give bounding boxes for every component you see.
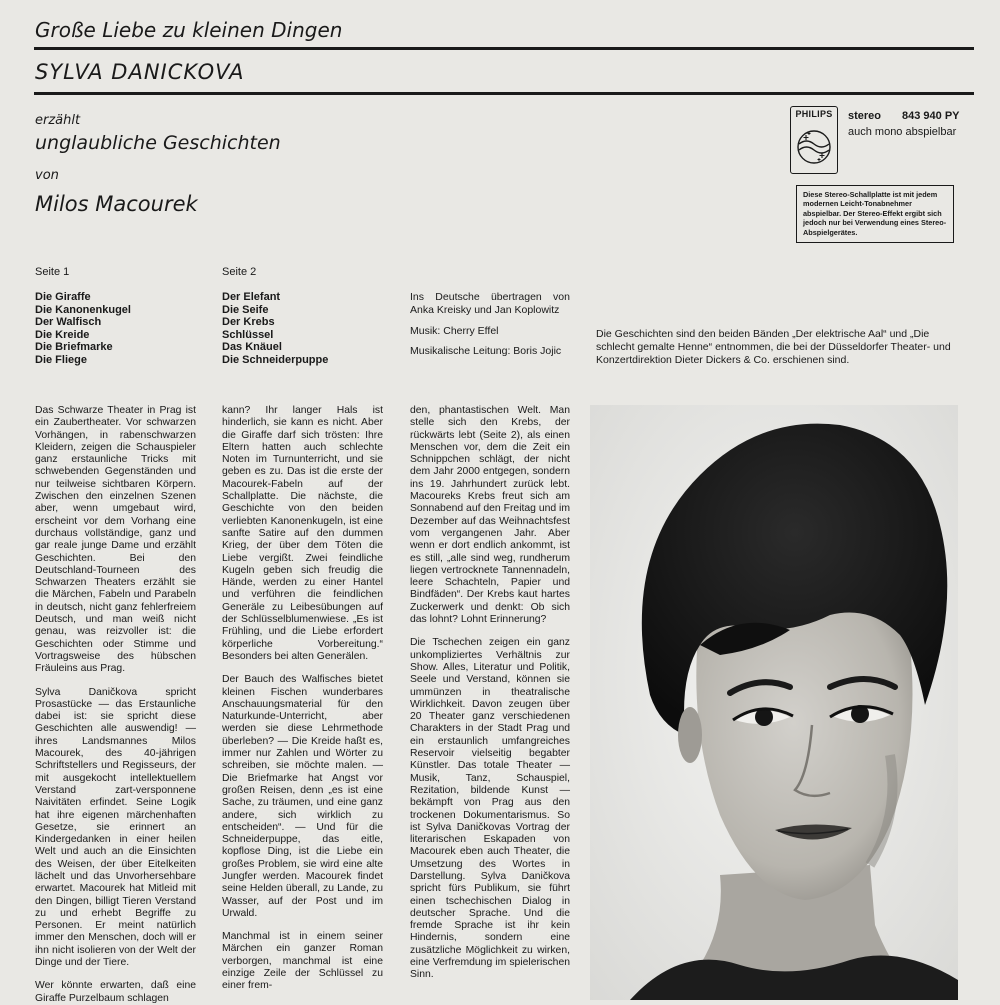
top-rule	[34, 47, 974, 50]
side-1-label: Seite 1	[35, 266, 70, 278]
music-credit: Musik: Cherry Effel	[410, 324, 499, 337]
philips-logo	[790, 106, 838, 174]
side-2-label: Seite 2	[222, 266, 257, 278]
author-name: Milos Macourek	[35, 192, 198, 216]
erzaehlt-label: erzählt	[35, 113, 81, 128]
liner-paragraph: den, phantastischen Welt. Man stelle sich den Krebs, der rückwärts lebt (Seite 2), als einen Menschen vor, dem die Zeit ein Schnippchen schlägt, der nicht dem Jahr 2000 entgegen, sondern ins 19. Jahrhundert zurück lebt. Macoureks Krebs freut sich am Sonnabend auf den Freitag und im Dezember auf das Weihnachtsfest vom vergangenen Jahr. Aber wenn er dort endlich ankommt, ist es still, „alle sind weg, rundherum liegen vertrocknete Tannennadeln, leere Schachteln, Papier und Bindfäden“. Der Krebs kaut hartes Zuckerwerk und denkt: Ob sich das lohnt? Lohnt Erinnerung?	[410, 405, 571, 626]
liner-notes-column-2	[222, 405, 383, 993]
track-item: Das Knäuel	[222, 341, 282, 354]
artist-name: SYLVA DANICKOVA	[35, 60, 245, 84]
philips-logo-text: PHILIPS	[795, 109, 833, 119]
track-item: Die Schneiderpuppe	[222, 353, 329, 366]
liner-paragraph: Sylva Daničkova spricht Prosastücke — das Erstaunliche dabei ist: sie spricht diese Geschichten alle auswendig! — ihres Landsmannes Milos Macourek, des 40-jährigen Schriftstellers und Regisseurs, der mit ausgekocht intellektuellem Verstand zart-versponnene Naivitäten erfindet. Seine Logik hat ihre eigenen märchenhaften Gesetze, sie erinnert an Kindergedanken in einer heilen Welt und auch an die Einsichten des Weisen, der über Eitelkeiten lächelt und das Unvorhersehbare erwartet. Macourek hat Mitleid mit den Dingen, billigt Tieren Verstand zu und erhebt Begriffe zu Personen. Er meint natürlich immer den Menschen, doch will er ihn nicht isolieren von der Welt der Dinge und der Tiere.	[35, 686, 196, 969]
liner-paragraph: Die Tschechen zeigen ein ganz unkompliziertes Verhältnis zur Show. Alles, Literatur und Politik, Seele und Verstand, können sie ummünzen in theatralische Wirklichkeit. Davon zeugen über 20 Theater ganz verschiedenen Charakters in der Stadt Prag und ein erstaunlich umfangreiches Reservoir vielseitig begabter Künstler. Das totale Theater — Musik, Tanz, Schauspiel, Rezitation, bildende Kunst — bekämpft von Prag aus den trockenen Dokumentarismus. So ist Sylva Daničkovas Vortrag der literarischen Eskapaden von Macourek eben auch Theater, die Umsetzung des Wortes in Darstellung. Sylva Daničkova spricht fürs Publikum, sie führt einen tschechischen Dialog in deutscher Sprache. Und die fremde Sprache ist ihr kein Hindernis, sondern eine zusätzliche Möglichkeit zu wirken, eine Verfremdung im spielerischen Sinn.	[410, 637, 570, 981]
album-subtitle: Große Liebe zu kleinen Dingen	[35, 18, 343, 42]
stereo-label: stereo	[848, 110, 882, 122]
liner-notes-column-1	[35, 405, 196, 1005]
liner-notes-column-3	[410, 405, 570, 982]
mono-note: auch mono abspielbar	[848, 126, 957, 138]
track-item: Die Kanonenkugel	[35, 303, 131, 316]
catalog-number: 843 940 PY	[902, 110, 960, 122]
source-note: Die Geschichten sind den beiden Bänden „Der elektrische Aal“ und „Die schlecht gemalte Henne“ entnommen, die bei der Düsseldorfer Theater- und Konzertdirektion Dieter Dickers & Co. erschienen sind.	[596, 328, 951, 366]
liner-paragraph: Wer könnte erwarten, daß eine Giraffe Purzelbaum schlagen	[35, 980, 196, 1004]
track-item: Die Kreide	[35, 328, 90, 341]
track-item: Die Seife	[222, 303, 269, 316]
track-item: Die Briefmarke	[35, 341, 113, 354]
track-item: Der Walfisch	[35, 316, 102, 329]
direction-credit: Musikalische Leitung: Boris Jojic	[410, 345, 562, 358]
von-label: von	[35, 168, 59, 183]
track-item: Der Krebs	[222, 316, 275, 329]
track-item: Schlüssel	[222, 328, 274, 341]
liner-paragraph: Manchmal ist in einem seiner Märchen ein ganzer Roman verborgen, manchmal ist eine einzige Zeile der Schlüssel zu einer frem-	[222, 931, 383, 992]
side-2-tracklist	[222, 291, 328, 367]
liner-paragraph: Der Bauch des Walfisches bietet kleinen Fischen wunderbares Anschauungsmaterial für den Naturkunde-Unterricht, aber werden sie diese Lehrmethode überleben? — Die Kreide haßt es, immer nur Zahlen und Wörter zu schreiben, sie möchte malen. — Die Briefmarke hat Angst vor großen Reisen, denn „es ist eine Sache, zu träumen, und eine ganz andere, sich wirklich zu entscheiden“. — Und für die Schneiderpuppe, das eitle, kopflose Ding, ist die Liebe ein großes Problem, sie wird eine alte Jungfer werden. Macourek findet seine Helden überall, zu Lande, zu Wasser, auf der Post und im Urwald.	[222, 674, 383, 919]
portrait-image	[590, 405, 958, 1000]
translation-credit: Ins Deutsche übertragen von Anka Kreisky und Jan Koplowitz	[410, 291, 570, 316]
stereo-notice-box: Diese Stereo-Schallplatte ist mit jedem modernen Leicht-Tonabnehmer abspielbar. Der Stereo-Effekt ergibt sich jedoch nur bei Verwendung eines Stereo-Abspielgerätes.	[796, 185, 954, 243]
side-1-tracklist	[35, 291, 131, 367]
track-item: Die Fliege	[35, 353, 87, 366]
stories-title: unglaubliche Geschichten	[35, 132, 281, 154]
liner-paragraph: Das Schwarze Theater in Prag ist ein Zaubertheater. Vor schwarzen Vorhängen, in rabenschwarzen Kleidern, zeigen die Schauspieler ganz erstaunliche Tricks mit schwebenden Gegenständen und nur teilweise sichtbaren Körpern. Zwischen den einzelnen Szenen aber, wenn umgebaut wird, erscheint vor dem Vorhang eine durchaus vollständige, ganz und gar reale junge Dame und erzählt Geschichten. Bei den Deutschland-Tourneen des Schwarzen Theaters erzählt sie die Märchen, Fabeln und Parabeln in deutsch, nicht ganz fehlerfreiem Deutsch, und man weiß nicht genau, was reizvoller ist: die Geschichten oder Stimme und Vortragsweise des hübschen Fräuleins aus Prag.	[35, 405, 196, 675]
philips-shield-icon	[795, 123, 833, 167]
credits	[410, 291, 570, 366]
track-item: Der Elefant	[222, 291, 281, 303]
track-item: Die Giraffe	[35, 291, 91, 303]
second-rule	[34, 92, 974, 95]
liner-paragraph: kann? Ihr langer Hals ist hinderlich, sie kann es nicht. Aber die Giraffe darf sich trösten: Ihre Eltern hatten auch schlechte Noten im Turnunterricht, und sie geben es zu. Das ist die erste der Macourek-Fabeln auf der Schallplatte. Die nächste, die Geschichte von den beiden verliebten Kanonenkugeln, ist eine sanfte Satire auf den dummen Krieg, der über dem Töten die Liebe vergißt. Zwei feindliche Kugeln geben sich freudig die Hände, werden zu einer Hantel und verführen die feindlichen Generäle zu Leibesübungen auf der Schlüsselblumenwiese. „Es ist Frühling, und die Liebe erfordert körperliche Vorbereitung.“ Besonders bei alten Generälen.	[222, 405, 383, 662]
portrait-photo	[590, 405, 958, 1000]
